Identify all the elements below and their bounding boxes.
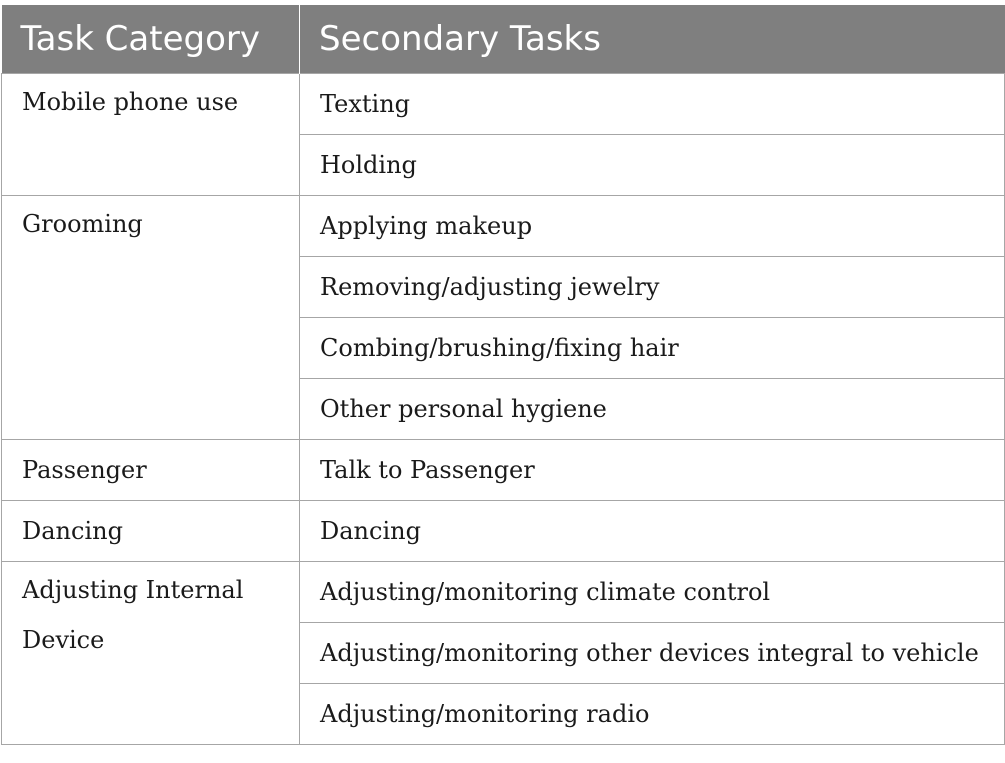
task-cell: Adjusting/monitoring climate control <box>300 562 1005 623</box>
table-row <box>2 196 1005 257</box>
category-cell: Dancing <box>2 501 300 562</box>
task-cell: Talk to Passenger <box>300 440 1005 501</box>
category-label: Grooming <box>22 210 143 238</box>
task-cell: Adjusting/monitoring other devices integral to vehicle <box>300 623 1005 684</box>
table-row <box>2 440 1005 501</box>
table-row <box>2 501 1005 562</box>
task-cell: Adjusting/monitoring radio <box>300 684 1005 745</box>
header-secondary-tasks: Secondary Tasks <box>300 5 1005 74</box>
table-row <box>2 74 1005 135</box>
task-cell: Removing/adjusting jewelry <box>300 257 1005 318</box>
header-task-category: Task Category <box>2 5 300 74</box>
category-cell <box>2 562 300 745</box>
category-cell <box>2 74 300 196</box>
category-cell: Passenger <box>2 440 300 501</box>
table-body <box>2 74 1005 745</box>
task-cell: Texting <box>300 74 1005 135</box>
task-table <box>1 5 1005 745</box>
header-row <box>2 5 1005 74</box>
category-label: Mobile phone use <box>22 88 239 116</box>
task-cell: Applying makeup <box>300 196 1005 257</box>
table-row <box>2 562 1005 623</box>
task-cell: Holding <box>300 135 1005 196</box>
task-cell: Other personal hygiene <box>300 379 1005 440</box>
task-cell: Combing/brushing/fixing hair <box>300 318 1005 379</box>
category-cell <box>2 196 300 440</box>
task-cell: Dancing <box>300 501 1005 562</box>
category-label: Adjusting Internal Device <box>22 576 244 654</box>
table-header <box>2 5 1005 74</box>
